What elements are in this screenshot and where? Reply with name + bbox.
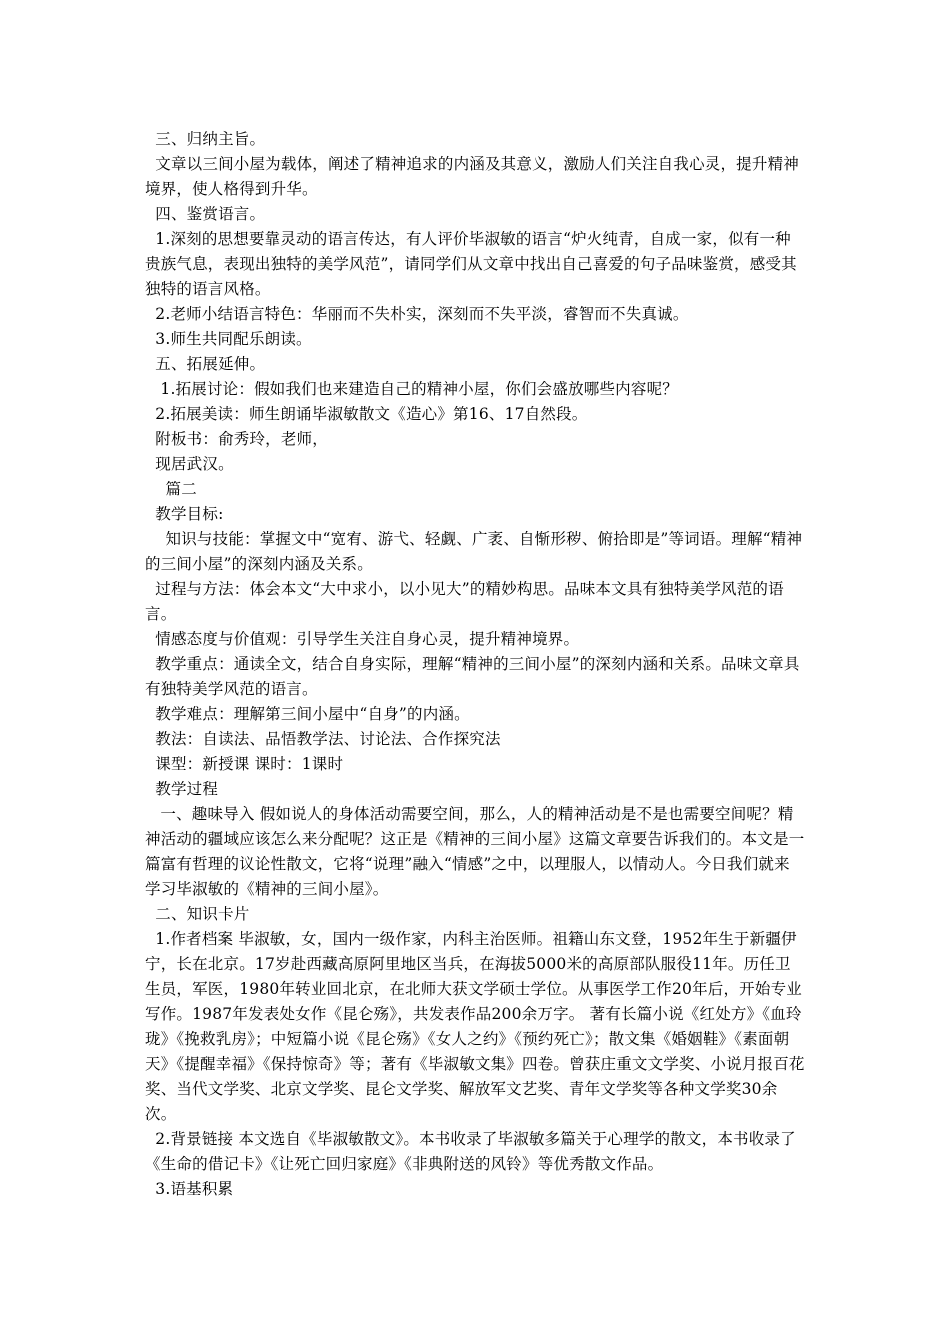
paragraph-key-points: 教学重点：通读全文，结合自身实际，理解“精神的三间小屋”的深刻内涵和关系。品味文章具有独特美学风范的语言。 xyxy=(145,655,800,698)
document-body xyxy=(145,127,805,1202)
paragraph-emotion-values: 情感态度与价值观：引导学生关注自身心灵，提升精神境界。 xyxy=(145,630,580,648)
paragraph-background: 2.背景链接 本文选自《毕淑敏散文》。本书收录了毕淑敏多篇关于心理学的散文，本书收录了《生命的借记卡》《让死亡回归家庭》《非典附送的风铃》等优秀散文作品。 xyxy=(145,1130,796,1173)
paragraph-summary: 文章以三间小屋为载体，阐述了精神追求的内涵及其意义，激励人们关注自我心灵，提升精神境界，使人格得到升华。 xyxy=(145,155,799,198)
paragraph-extension-1: 1.拓展讨论：假如我们也来建造自己的精神小屋，你们会盛放哪些内容呢？ xyxy=(145,380,678,398)
paragraph-language-heading: 四、鉴赏语言。 xyxy=(145,205,266,223)
paragraph-board-note: 附板书：俞秀玲，老师， xyxy=(145,430,328,448)
paragraph-difficult-points: 教学难点：理解第三间小屋中“自身”的内涵。 xyxy=(145,705,470,723)
paragraph-location: 现居武汉。 xyxy=(145,455,234,473)
paragraph-language-1: 1.深刻的思想要靠灵动的语言传达，有人评价毕淑敏的语言“炉火纯青，自成一家，似有一种贵族气息，表现出独特的美学风范”，请同学们从文章中找出自己喜爱的句子品味鉴赏，感受其独特的语言风格。 xyxy=(145,230,797,298)
paragraph-objectives-heading: 教学目标: xyxy=(145,505,224,523)
section-title-part-two: 篇二 xyxy=(145,480,197,498)
paragraph-introduction: 一、趣味导入 假如说人的身体活动需要空间，那么，人的精神活动是不是也需要空间呢？精神活动的疆域应该怎么来分配呢？这正是《精神的三间小屋》这篇文章要告诉我们的。本文是一篇富有哲理的议论性散文，它将“说理”融入“情感”之中，以理服人，以情动人。今日我们就来学习毕淑敏的《精神的三间小屋》。 xyxy=(145,805,805,898)
paragraph-teaching-methods: 教法：自读法、品悟教学法、讨论法、合作探究法 xyxy=(145,730,501,748)
paragraph-vocabulary: 3.语基积累 xyxy=(145,1180,234,1198)
paragraph-language-2: 2.老师小结语言特色：华丽而不失朴实，深刻而不失平淡，睿智而不失真诚。 xyxy=(145,305,689,323)
paragraph-lesson-type: 课型：新授课 课时：1课时 xyxy=(145,755,344,773)
paragraph-process-heading: 教学过程 xyxy=(145,780,219,798)
paragraph-extension-heading: 五、拓展延伸。 xyxy=(145,355,266,373)
paragraph-process-methods: 过程与方法：体会本文“大中求小，以小见大”的精妙构思。品味本文具有独特美学风范的语言。 xyxy=(145,580,784,623)
paragraph-knowledge-card-heading: 二、知识卡片 xyxy=(145,905,250,923)
paragraph-summary-heading: 三、归纳主旨。 xyxy=(145,130,266,148)
paragraph-author-profile: 1.作者档案 毕淑敏，女，国内一级作家，内科主治医师。祖籍山东文登，1952年生于新疆伊宁，长在北京。17岁赴西藏高原阿里地区当兵，在海拔5000米的高原部队服役11年。历任卫生员，军医，1980年转业回北京，在北师大获文学硕士学位。从事医学工作20年后，开始专业写作。1987年发表处女作《昆仑殇》，共发表作品200余万字。 著有长篇小说《红处方》《血玲珑》《挽救乳房》；中短篇小说《昆仑殇》《女人之约》《预约死亡》；散文集《婚姻鞋》《素面朝天》《提醒幸福》《保持惊奇》等；著有《毕淑敏文集》四卷。曾获庄重文文学奖、小说月报百花奖、当代文学奖、北京文学奖、昆仑文学奖、解放军文艺奖、青年文学奖等各种文学奖30余次。 xyxy=(145,930,805,1123)
paragraph-language-3: 3.师生共同配乐朗读。 xyxy=(145,330,312,348)
paragraph-extension-2: 2.拓展美读：师生朗诵毕淑敏散文《造心》第16、17自然段。 xyxy=(145,405,588,423)
paragraph-knowledge-skills: 知识与技能：掌握文中“宽宥、游弋、轻觑、广袤、自惭形秽、俯拾即是”等词语。理解“精神的三间小屋”的深刻内涵及关系。 xyxy=(145,530,803,573)
